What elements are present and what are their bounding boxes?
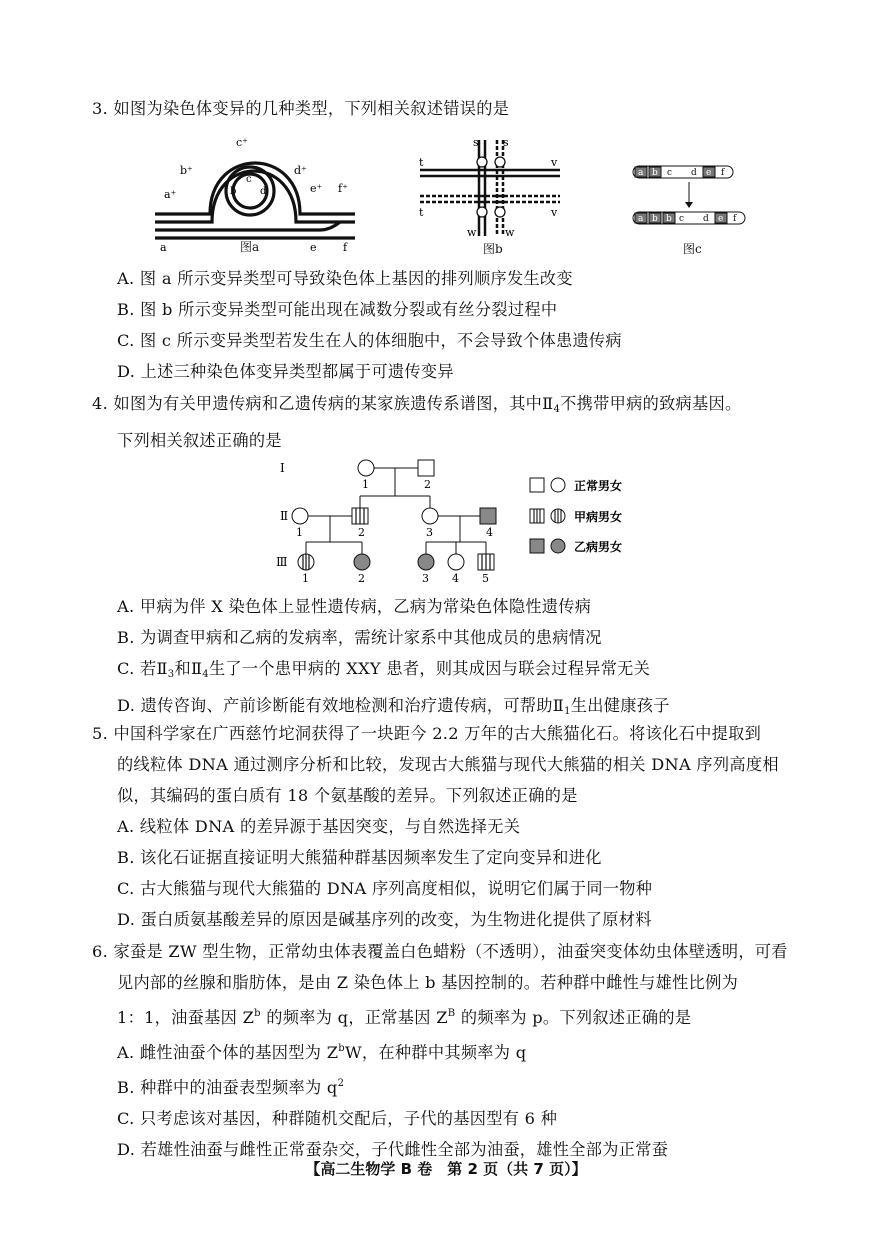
question-4-stem-2: 下列相关叙述正确的是 [117, 431, 282, 450]
question-6 [92, 936, 872, 1165]
figure-b-chromosome-translocation [415, 136, 565, 240]
q6-option-c: C. 只考虑该对基因，种群随机交配后，子代的基因型有 6 种 [117, 1109, 558, 1128]
fig-c-bot-c: c [679, 214, 685, 224]
fig-a-label-a: a [160, 241, 167, 254]
figure-a-caption: 图a [240, 240, 260, 254]
gen-label-i: Ⅰ [280, 461, 285, 475]
num-i2: 2 [424, 478, 431, 491]
fig-c-bot-b: b [652, 214, 658, 224]
q4-option-b: B. 为调查甲病和乙病的发病率，需统计家系中其他成员的患病情况 [117, 628, 602, 647]
q5-option-d: D. 蛋白质氨基酸差异的原因是碱基序列的改变，为生物进化提供了原材料 [117, 910, 652, 929]
figure-c-chromosome-deletion [625, 160, 760, 235]
fig-b-label-v2: v [551, 206, 558, 219]
legend-disease-a: 甲病男女 [574, 510, 623, 524]
fig-a-label-f2: f⁺ [338, 182, 348, 195]
fig-c-top-f: f [721, 168, 725, 178]
fig-c-bot-f: f [733, 214, 737, 224]
gen-label-iii: Ⅲ [276, 555, 288, 569]
fig-c-top-d: d [691, 168, 697, 178]
figure-c-caption: 图c [683, 242, 702, 256]
legend-disease-b: 乙病男女 [574, 540, 623, 554]
fig-a-label-b2: b⁺ [180, 164, 193, 177]
q6-stem-2: 见内部的丝腺和脂肪体，是由 Z 染色体上 b 基因控制的。若种群中雌性与雄性比例为 [117, 973, 739, 992]
num-iii1: 1 [302, 572, 309, 585]
gen-label-ii: Ⅱ [280, 509, 289, 523]
fig-b-label-s: s [473, 136, 479, 149]
q6-option-d: D. 若雄性油蚕与雌性正常蚕杂交，子代雌性全部为油蚕，雄性全部为正常蚕 [117, 1140, 669, 1159]
q6-stem-1: 6. 家蚕是 ZW 型生物，正常幼虫体表覆盖白色蜡粉（不透明），油蚕突变体幼虫体壁透明，可看 [92, 942, 788, 961]
num-ii4: 4 [486, 526, 493, 539]
pedigree-legend [528, 472, 658, 560]
q5-stem-1: 5. 中国科学家在广西慈竹坨洞获得了一块距今 2.2 万年的古大熊猫化石。将该化石中提取到 [92, 724, 762, 743]
num-iii3: 3 [422, 572, 429, 585]
fig-c-bot-d: d [703, 214, 709, 224]
fig-a-label-f: f [343, 241, 348, 254]
fig-a-label-e2: e⁺ [310, 182, 323, 195]
q3-option-d: D. 上述三种染色体变异类型都属于可遗传变异 [117, 362, 454, 381]
question-3-options [92, 263, 872, 387]
fig-b-label-w: w [467, 226, 477, 239]
fig-a-label-b: b [230, 186, 237, 197]
page-footer: 【高二生物学 B 卷 第 2 页（共 7 页）】 [305, 1160, 587, 1178]
legend-normal: 正常男女 [574, 479, 623, 493]
fig-c-top-c: c [667, 168, 673, 178]
q4-option-c: C. 若$Ⅱ_3$和$Ⅱ_4$生了一个患甲病的 XXY 患者，则其成因与联会过程异常无关 [117, 659, 651, 680]
q5-stem-3: 似，其编码的蛋白质有 18 个氨基酸的差异。下列叙述正确的是 [117, 786, 578, 805]
fig-a-label-e: e [310, 241, 317, 254]
fig-c-bot-b2: b [666, 214, 672, 224]
fig-c-top-b: b [652, 168, 658, 178]
fig-a-label-c2: c⁺ [236, 136, 248, 149]
question-5 [92, 718, 872, 935]
q5-option-c: C. 古大熊猫与现代大熊猫的 DNA 序列高度相似，说明它们属于同一物种 [117, 879, 653, 898]
q4-option-d: D. 遗传咨询、产前诊断能有效地检测和治疗遗传病，可帮助$Ⅱ_1$生出健康孩子 [117, 696, 670, 717]
question-3-stem: 3. 如图为染色体变异的几种类型，下列相关叙述错误的是 [92, 99, 510, 118]
fig-c-top-a: a [638, 168, 644, 178]
fig-b-label-v: v [551, 156, 558, 169]
fig-a-label-c: c [246, 174, 252, 185]
q5-option-b: B. 该化石证据直接证明大熊猫种群基因频率发生了定向变异和进化 [117, 848, 602, 867]
num-ii2: 2 [358, 526, 365, 539]
question-4 [92, 388, 872, 456]
q5-option-a: A. 线粒体 DNA 的差异源于基因突变，与自然选择无关 [117, 817, 521, 836]
num-i1: 1 [362, 478, 369, 491]
fig-b-label-t2: t [419, 206, 424, 219]
num-iii4: 4 [452, 572, 459, 585]
q3-option-b: B. 图 b 所示变异类型可能出现在减数分裂或有丝分裂过程中 [117, 300, 558, 319]
fig-c-bot-e: e [718, 214, 724, 224]
fig-a-label-d2: d⁺ [294, 164, 307, 177]
q6-option-a: A. 雌性油蚕个体的基因型为 $Z^bW$，在种群中其频率为 q [117, 1043, 527, 1062]
q6-option-b: B. 种群中的油蚕表型频率为 $q^2$ [117, 1078, 345, 1097]
fig-a-label-a2: a⁺ [164, 188, 177, 201]
num-ii3: 3 [426, 526, 433, 539]
q5-stem-2: 的线粒体 DNA 通过测序分析和比较，发现古大熊猫与现代大熊猫的相关 DNA 序列高度相 [117, 755, 779, 774]
fig-c-bot-a: a [638, 214, 644, 224]
fig-b-label-w2: w [505, 226, 515, 239]
num-ii1: 1 [296, 526, 303, 539]
pedigree-chart [270, 450, 500, 590]
fig-b-label-s2: s [503, 136, 509, 149]
question-4-stem: 4. 如图为有关甲遗传病和乙遗传病的某家族遗传系谱图，其中$Ⅱ_4$不携带甲病的致病基因。 [92, 394, 742, 415]
q4-option-a: A. 甲病为伴 X 染色体上显性遗传病，乙病为常染色体隐性遗传病 [117, 597, 592, 616]
figure-b-caption: 图b [483, 242, 503, 256]
question-3 [92, 93, 872, 124]
q6-stem-3: 1：1，油蚕基因 $Z^b$ 的频率为 q，正常基因 $Z^B$ 的频率为 p。下列叙述正确的是 [117, 1008, 692, 1027]
num-iii5: 5 [482, 572, 489, 585]
q3-option-a: A. 图 a 所示变异类型可导致染色体上基因的排列顺序发生改变 [117, 269, 573, 288]
q3-option-c: C. 图 c 所示变异类型若发生在人的体细胞中，不会导致个体患遗传病 [117, 331, 622, 350]
question-4-options [92, 591, 872, 727]
fig-a-label-d: d [260, 186, 267, 197]
fig-c-top-e: e [706, 168, 712, 178]
num-iii2: 2 [358, 572, 365, 585]
fig-b-label-t: t [419, 156, 424, 169]
